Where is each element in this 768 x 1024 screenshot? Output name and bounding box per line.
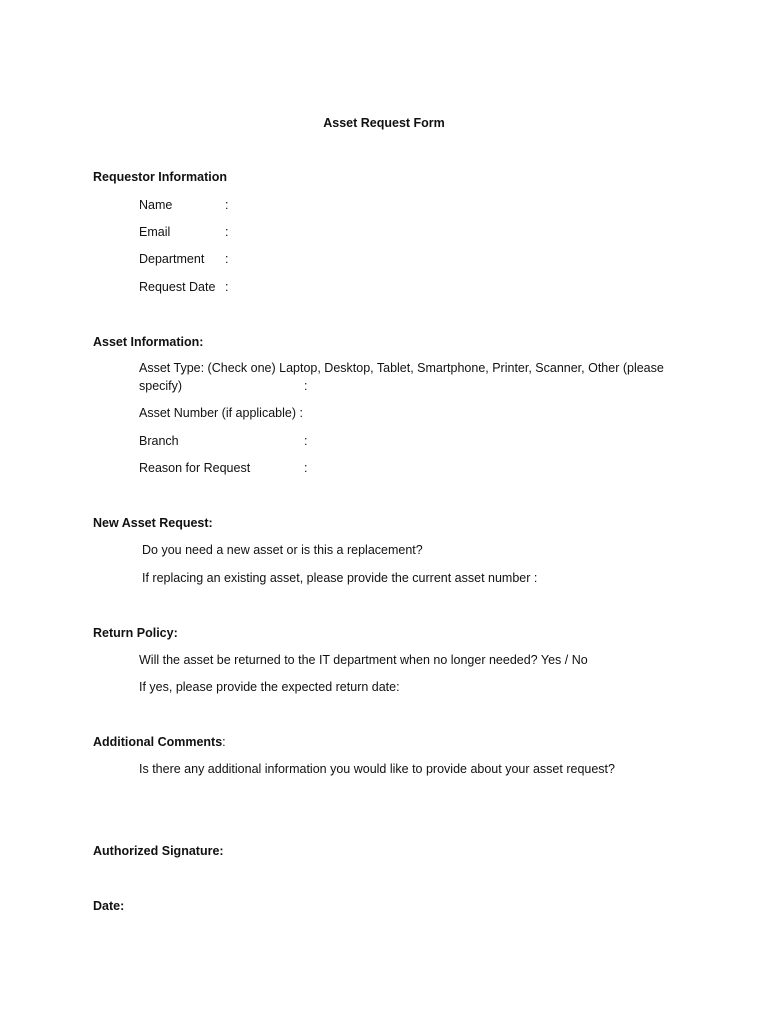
branch-colon: : bbox=[304, 434, 308, 448]
asset-information-heading: Asset Information: bbox=[93, 335, 204, 349]
email-colon: : bbox=[225, 225, 229, 239]
authorized-signature-heading: Authorized Signature: bbox=[93, 844, 224, 858]
requestor-information-heading: Requestor Information bbox=[93, 170, 228, 184]
asset-number-label: Asset Number (if applicable) : bbox=[139, 406, 303, 420]
additional-comments-heading-text: Additional Comments bbox=[93, 735, 223, 749]
department-colon: : bbox=[225, 252, 229, 266]
page-title: Asset Request Form bbox=[323, 116, 445, 130]
email-label: Email bbox=[139, 225, 171, 239]
reason-for-request-colon: : bbox=[304, 461, 308, 475]
new-asset-request-heading: New Asset Request: bbox=[93, 516, 213, 530]
request-date-label: Request Date bbox=[139, 280, 216, 294]
department-label: Department bbox=[139, 252, 205, 266]
reason-for-request-label: Reason for Request bbox=[139, 461, 251, 475]
new-or-replacement-question: Do you need a new asset or is this a replacement? bbox=[142, 543, 423, 557]
asset-type-label: Asset Type: (Check one) Laptop, Desktop, Tablet, Smartphone, Printer, Scanner, Other (please bbox=[139, 361, 664, 375]
additional-comments-heading-colon: : bbox=[222, 735, 226, 749]
branch-label: Branch bbox=[139, 434, 179, 448]
asset-type-label-continued: specify) bbox=[139, 379, 183, 393]
return-to-it-question: Will the asset be returned to the IT department when no longer needed? Yes / No bbox=[139, 653, 588, 667]
current-asset-number-question: If replacing an existing asset, please provide the current asset number : bbox=[142, 571, 538, 585]
request-date-colon: : bbox=[225, 280, 229, 294]
name-colon: : bbox=[225, 198, 229, 212]
additional-comments-heading bbox=[93, 734, 226, 750]
date-heading: Date: bbox=[93, 899, 125, 913]
name-label: Name bbox=[139, 198, 173, 212]
additional-information-question: Is there any additional information you would like to provide about your asset request? bbox=[139, 762, 615, 776]
return-policy-heading: Return Policy: bbox=[93, 626, 178, 640]
expected-return-date-question: If yes, please provide the expected return date: bbox=[139, 680, 400, 694]
asset-type-colon: : bbox=[304, 379, 308, 393]
